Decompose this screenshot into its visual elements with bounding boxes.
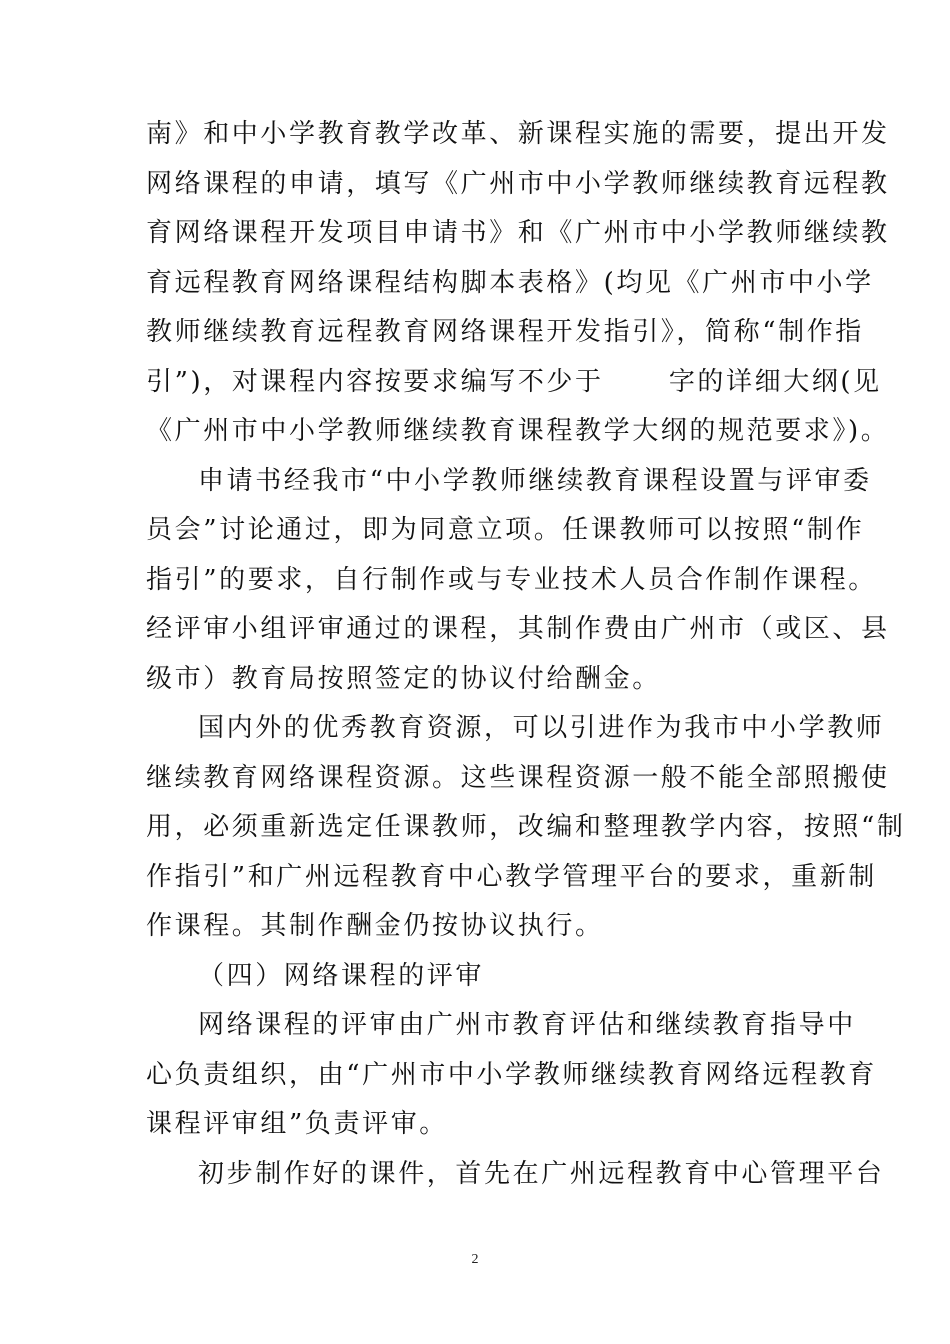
- text-line: 级市）教育局按照签定的协议付给酬金。: [146, 663, 661, 694]
- text-line: 引”)，对课程内容按要求编写不少于 字的详细大纲(见: [146, 366, 882, 397]
- text-line: 课程评审组”负责评审。: [146, 1109, 448, 1139]
- paragraph-start-line: 申请书经我市“中小学教师继续教育课程设置与评审委: [198, 465, 872, 496]
- text-line: 网络课程的申请，填写《广州市中小学教师继续教育远程教: [146, 168, 890, 199]
- text-line: 继续教育网络课程资源。这些课程资源一般不能全部照搬使: [146, 762, 890, 793]
- body-text: [146, 110, 906, 1199]
- text-line: 用，必须重新选定任课教师，改编和整理教学内容，按照“制: [146, 812, 906, 842]
- text-line: 教师继续教育远程教育网络课程开发指引》，简称“制作指: [146, 317, 864, 347]
- text-line: 育远程教育网络课程结构脚本表格》(均见《广州市中小学: [146, 267, 874, 298]
- paragraph-start-line: 国内外的优秀教育资源，可以引进作为我市中小学教师: [198, 713, 885, 743]
- section-heading: （四）网络课程的评审: [198, 960, 485, 991]
- text-line: 育网络课程开发项目申请书》和《广州市中小学教师继续教: [146, 218, 890, 248]
- text-line: 指引”的要求，自行制作或与专业技术人员合作制作课程。: [146, 564, 877, 595]
- text-line: 《广州市中小学教师继续教育课程教学大纲的规范要求》)。: [146, 416, 890, 446]
- text-line: 员会”讨论通过，即为同意立项。任课教师可以按照“制作: [146, 515, 865, 545]
- paragraph-start-line: 网络课程的评审由广州市教育评估和继续教育指导中: [198, 1010, 856, 1040]
- paragraph-start-line: 初步制作好的课件，首先在广州远程教育中心管理平台: [198, 1158, 885, 1189]
- text-line: 作指引”和广州远程教育中心教学管理平台的要求，重新制: [146, 861, 877, 892]
- text-line: 南》和中小学教育教学改革、新课程实施的需要，提出开发: [146, 119, 890, 149]
- text-line: 作课程。其制作酬金仍按协议执行。: [146, 911, 604, 941]
- text-line: 经评审小组评审通过的课程，其制作费由广州市（或区、县: [146, 614, 890, 644]
- page-number: 2: [471, 1252, 479, 1267]
- text-line: 心负责组织，由“广州市中小学教师继续教育网络远程教育: [146, 1059, 877, 1090]
